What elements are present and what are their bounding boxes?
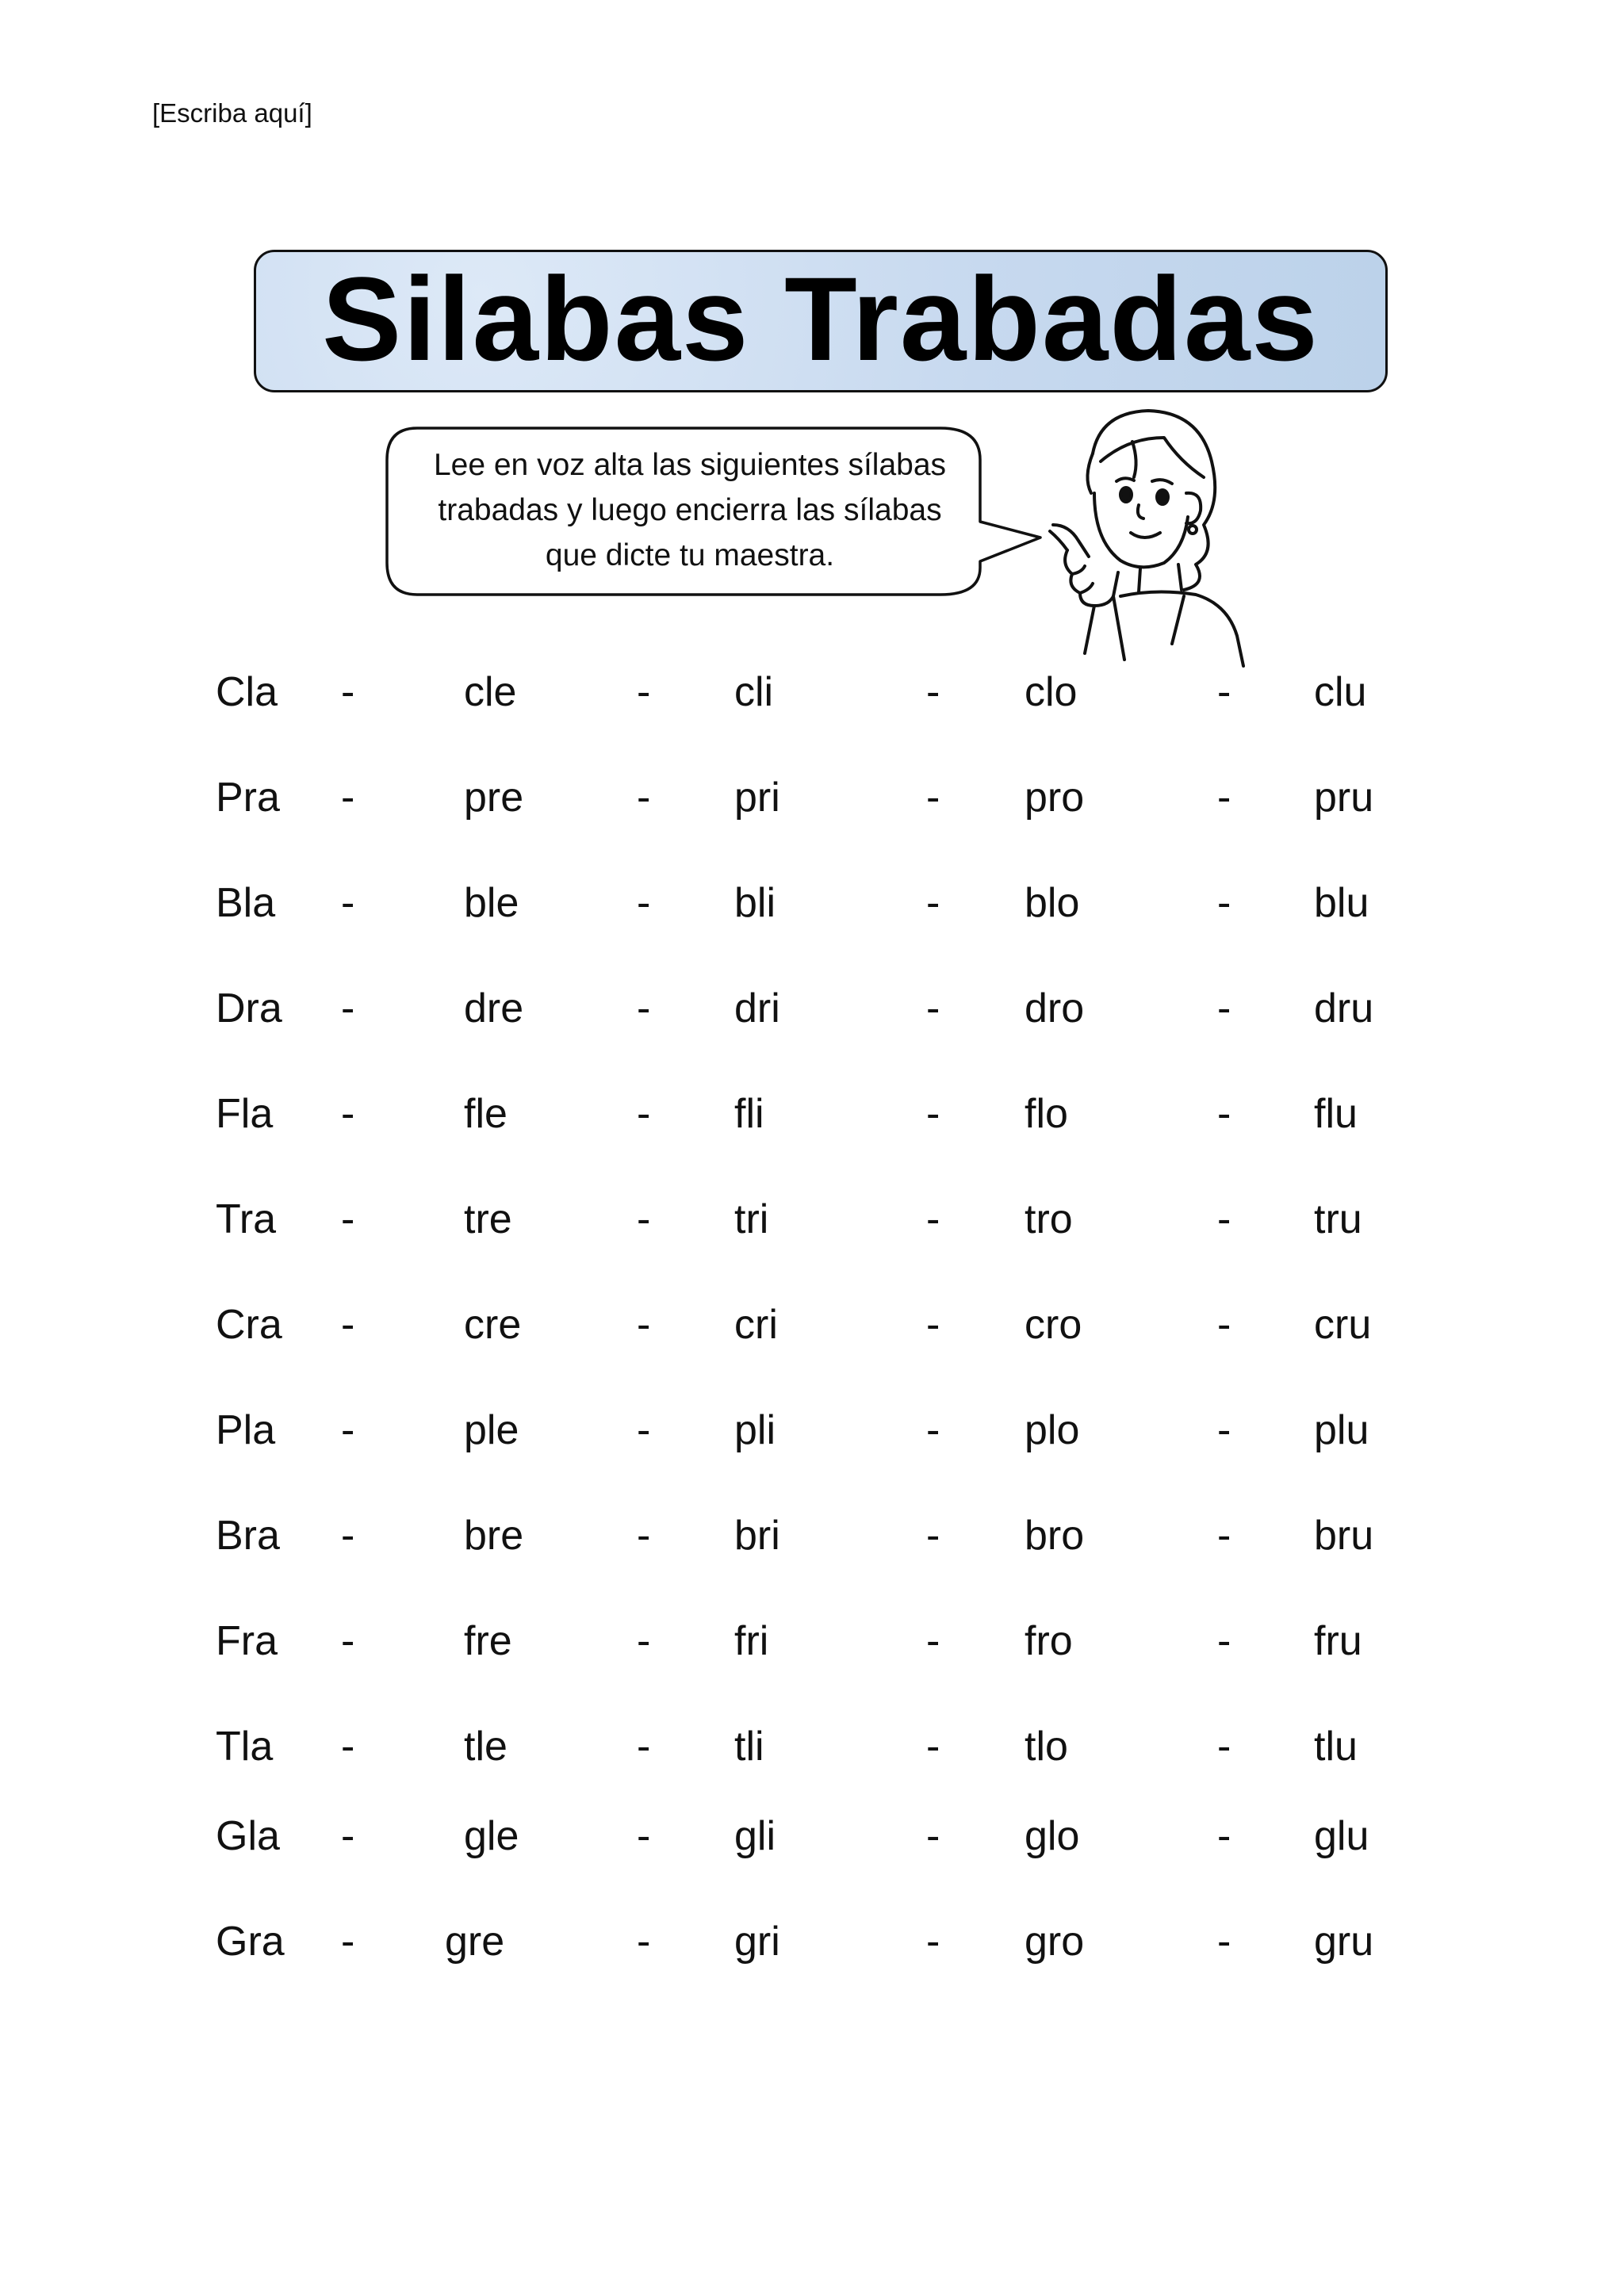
syllable-cell[interactable]: tlu [1314,1724,1358,1770]
dash-separator: - [1217,880,1231,926]
syllable-cell[interactable]: Fra [216,1618,278,1664]
syllable-row [0,1613,1624,1669]
syllable-row [0,1508,1624,1563]
dash-separator: - [926,1513,940,1559]
syllable-cell[interactable]: cre [464,1302,522,1348]
syllable-row [0,1297,1624,1353]
instruction-line: trabadas y luego encierra las sílabas [438,493,942,527]
dash-separator: - [341,1196,355,1242]
dash-separator: - [926,1196,940,1242]
syllable-cell[interactable]: gle [464,1813,519,1859]
syllable-row [0,875,1624,931]
syllable-row [0,664,1624,720]
syllable-cell[interactable]: tli [734,1724,764,1770]
syllable-cell[interactable]: cli [734,669,774,715]
syllable-cell[interactable]: cri [734,1302,778,1348]
dash-separator: - [926,1813,940,1859]
syllable-row [0,981,1624,1036]
syllable-cell[interactable]: glo [1025,1813,1080,1859]
syllable-cell[interactable]: tri [734,1196,769,1242]
syllable-cell[interactable]: fru [1314,1618,1362,1664]
syllable-cell[interactable]: Gra [216,1919,285,1965]
syllable-row [0,1719,1624,1774]
dash-separator: - [637,1813,651,1859]
syllable-cell[interactable]: gre [445,1919,505,1965]
syllable-cell[interactable]: gri [734,1919,780,1965]
syllable-cell[interactable]: blu [1314,880,1369,926]
dash-separator: - [1217,1407,1231,1453]
dash-separator: - [637,1091,651,1137]
dash-separator: - [926,1618,940,1664]
dash-separator: - [341,1407,355,1453]
syllable-cell[interactable]: Gla [216,1813,280,1859]
syllable-row [0,1192,1624,1247]
syllable-cell[interactable]: cle [464,669,517,715]
syllable-cell[interactable]: bro [1025,1513,1085,1559]
syllable-cell[interactable]: tre [464,1196,512,1242]
dash-separator: - [926,1091,940,1137]
syllable-cell[interactable]: tlo [1025,1724,1068,1770]
dash-separator: - [637,880,651,926]
dash-separator: - [926,880,940,926]
page-title: Silabas Trabadas [322,252,1320,385]
syllable-cell[interactable]: bru [1314,1513,1374,1559]
syllable-cell[interactable]: Pla [216,1407,276,1453]
dash-separator: - [341,880,355,926]
syllable-cell[interactable]: gli [734,1813,776,1859]
syllable-cell[interactable]: dro [1025,985,1085,1031]
dash-separator: - [926,1302,940,1348]
dash-separator: - [637,985,651,1031]
syllable-cell[interactable]: fre [464,1618,512,1664]
syllable-cell[interactable]: Cla [216,669,278,715]
dash-separator: - [1217,1724,1231,1770]
dash-separator: - [926,1724,940,1770]
syllable-cell[interactable]: Tra [216,1196,277,1242]
dash-separator: - [1217,1196,1231,1242]
dash-separator: - [926,775,940,821]
syllable-cell[interactable]: Bra [216,1513,280,1559]
dash-separator: - [1217,1513,1231,1559]
syllable-cell[interactable]: Dra [216,985,282,1031]
syllable-row [0,1086,1624,1142]
dash-separator: - [926,1919,940,1965]
syllable-cell[interactable]: Pra [216,775,280,821]
syllable-cell[interactable]: pre [464,775,524,821]
dash-separator: - [637,1724,651,1770]
dash-separator: - [341,775,355,821]
dash-separator: - [637,1513,651,1559]
instruction-line: Lee en voz alta las siguientes sílabas [433,448,947,482]
syllable-cell[interactable]: bre [464,1513,524,1559]
syllable-row [0,1914,1624,1969]
syllable-cell[interactable]: fro [1025,1618,1073,1664]
dash-separator: - [637,775,651,821]
syllable-cell[interactable]: Fla [216,1091,274,1137]
syllable-cell[interactable]: pru [1314,775,1374,821]
syllable-cell[interactable]: fri [734,1618,769,1664]
syllable-cell[interactable]: flo [1025,1091,1068,1137]
dash-separator: - [1217,985,1231,1031]
syllable-cell[interactable]: ple [464,1407,519,1453]
dash-separator: - [637,1196,651,1242]
syllable-cell[interactable]: clo [1025,669,1078,715]
dash-separator: - [341,985,355,1031]
syllable-cell[interactable]: fle [464,1091,508,1137]
syllable-cell[interactable]: gru [1314,1919,1374,1965]
syllable-cell[interactable]: dru [1314,985,1374,1031]
dash-separator: - [926,669,940,715]
dash-separator: - [1217,1302,1231,1348]
syllable-cell[interactable]: blo [1025,880,1080,926]
syllable-row [0,1402,1624,1458]
syllable-cell[interactable]: pro [1025,775,1085,821]
syllable-cell[interactable]: tru [1314,1196,1362,1242]
instruction-line: que dicte tu maestra. [545,538,835,572]
dash-separator: - [341,669,355,715]
dash-separator: - [341,1813,355,1859]
dash-separator: - [926,985,940,1031]
syllable-cell[interactable]: plu [1314,1407,1369,1453]
dash-separator: - [341,1724,355,1770]
dash-separator: - [1217,1091,1231,1137]
dash-separator: - [1217,669,1231,715]
syllable-cell[interactable]: gro [1025,1919,1085,1965]
dash-separator: - [1217,1618,1231,1664]
dash-separator: - [1217,1919,1231,1965]
syllable-cell[interactable]: clu [1314,669,1367,715]
syllable-cell[interactable]: tle [464,1724,508,1770]
syllable-cell[interactable]: fli [734,1091,764,1137]
dash-separator: - [1217,775,1231,821]
syllable-cell[interactable]: Tla [216,1724,274,1770]
syllable-cell[interactable]: ble [464,880,519,926]
syllable-cell[interactable]: glu [1314,1813,1369,1859]
syllable-cell[interactable]: tro [1025,1196,1073,1242]
syllable-cell[interactable]: cro [1025,1302,1082,1348]
syllable-cell[interactable]: Bla [216,880,276,926]
syllable-cell[interactable]: cru [1314,1302,1372,1348]
syllable-cell[interactable]: plo [1025,1407,1080,1453]
syllable-row [0,1808,1624,1864]
dash-separator: - [341,1513,355,1559]
header-placeholder: [Escriba aquí] [152,98,312,128]
dash-separator: - [637,1407,651,1453]
dash-separator: - [637,669,651,715]
dash-separator: - [637,1302,651,1348]
syllable-row [0,770,1624,825]
dash-separator: - [637,1618,651,1664]
dash-separator: - [926,1407,940,1453]
syllable-cell[interactable]: bri [734,1513,780,1559]
syllable-cell[interactable]: flu [1314,1091,1358,1137]
dash-separator: - [341,1618,355,1664]
syllable-cell[interactable]: pri [734,775,780,821]
syllable-cell[interactable]: pli [734,1407,776,1453]
dash-separator: - [637,1919,651,1965]
dash-separator: - [1217,1813,1231,1859]
syllable-cell[interactable]: Cra [216,1302,282,1348]
syllable-cell[interactable]: bli [734,880,776,926]
dash-separator: - [341,1091,355,1137]
dash-separator: - [341,1919,355,1965]
syllable-cell[interactable]: dre [464,985,524,1031]
dash-separator: - [341,1302,355,1348]
syllable-cell[interactable]: dri [734,985,780,1031]
